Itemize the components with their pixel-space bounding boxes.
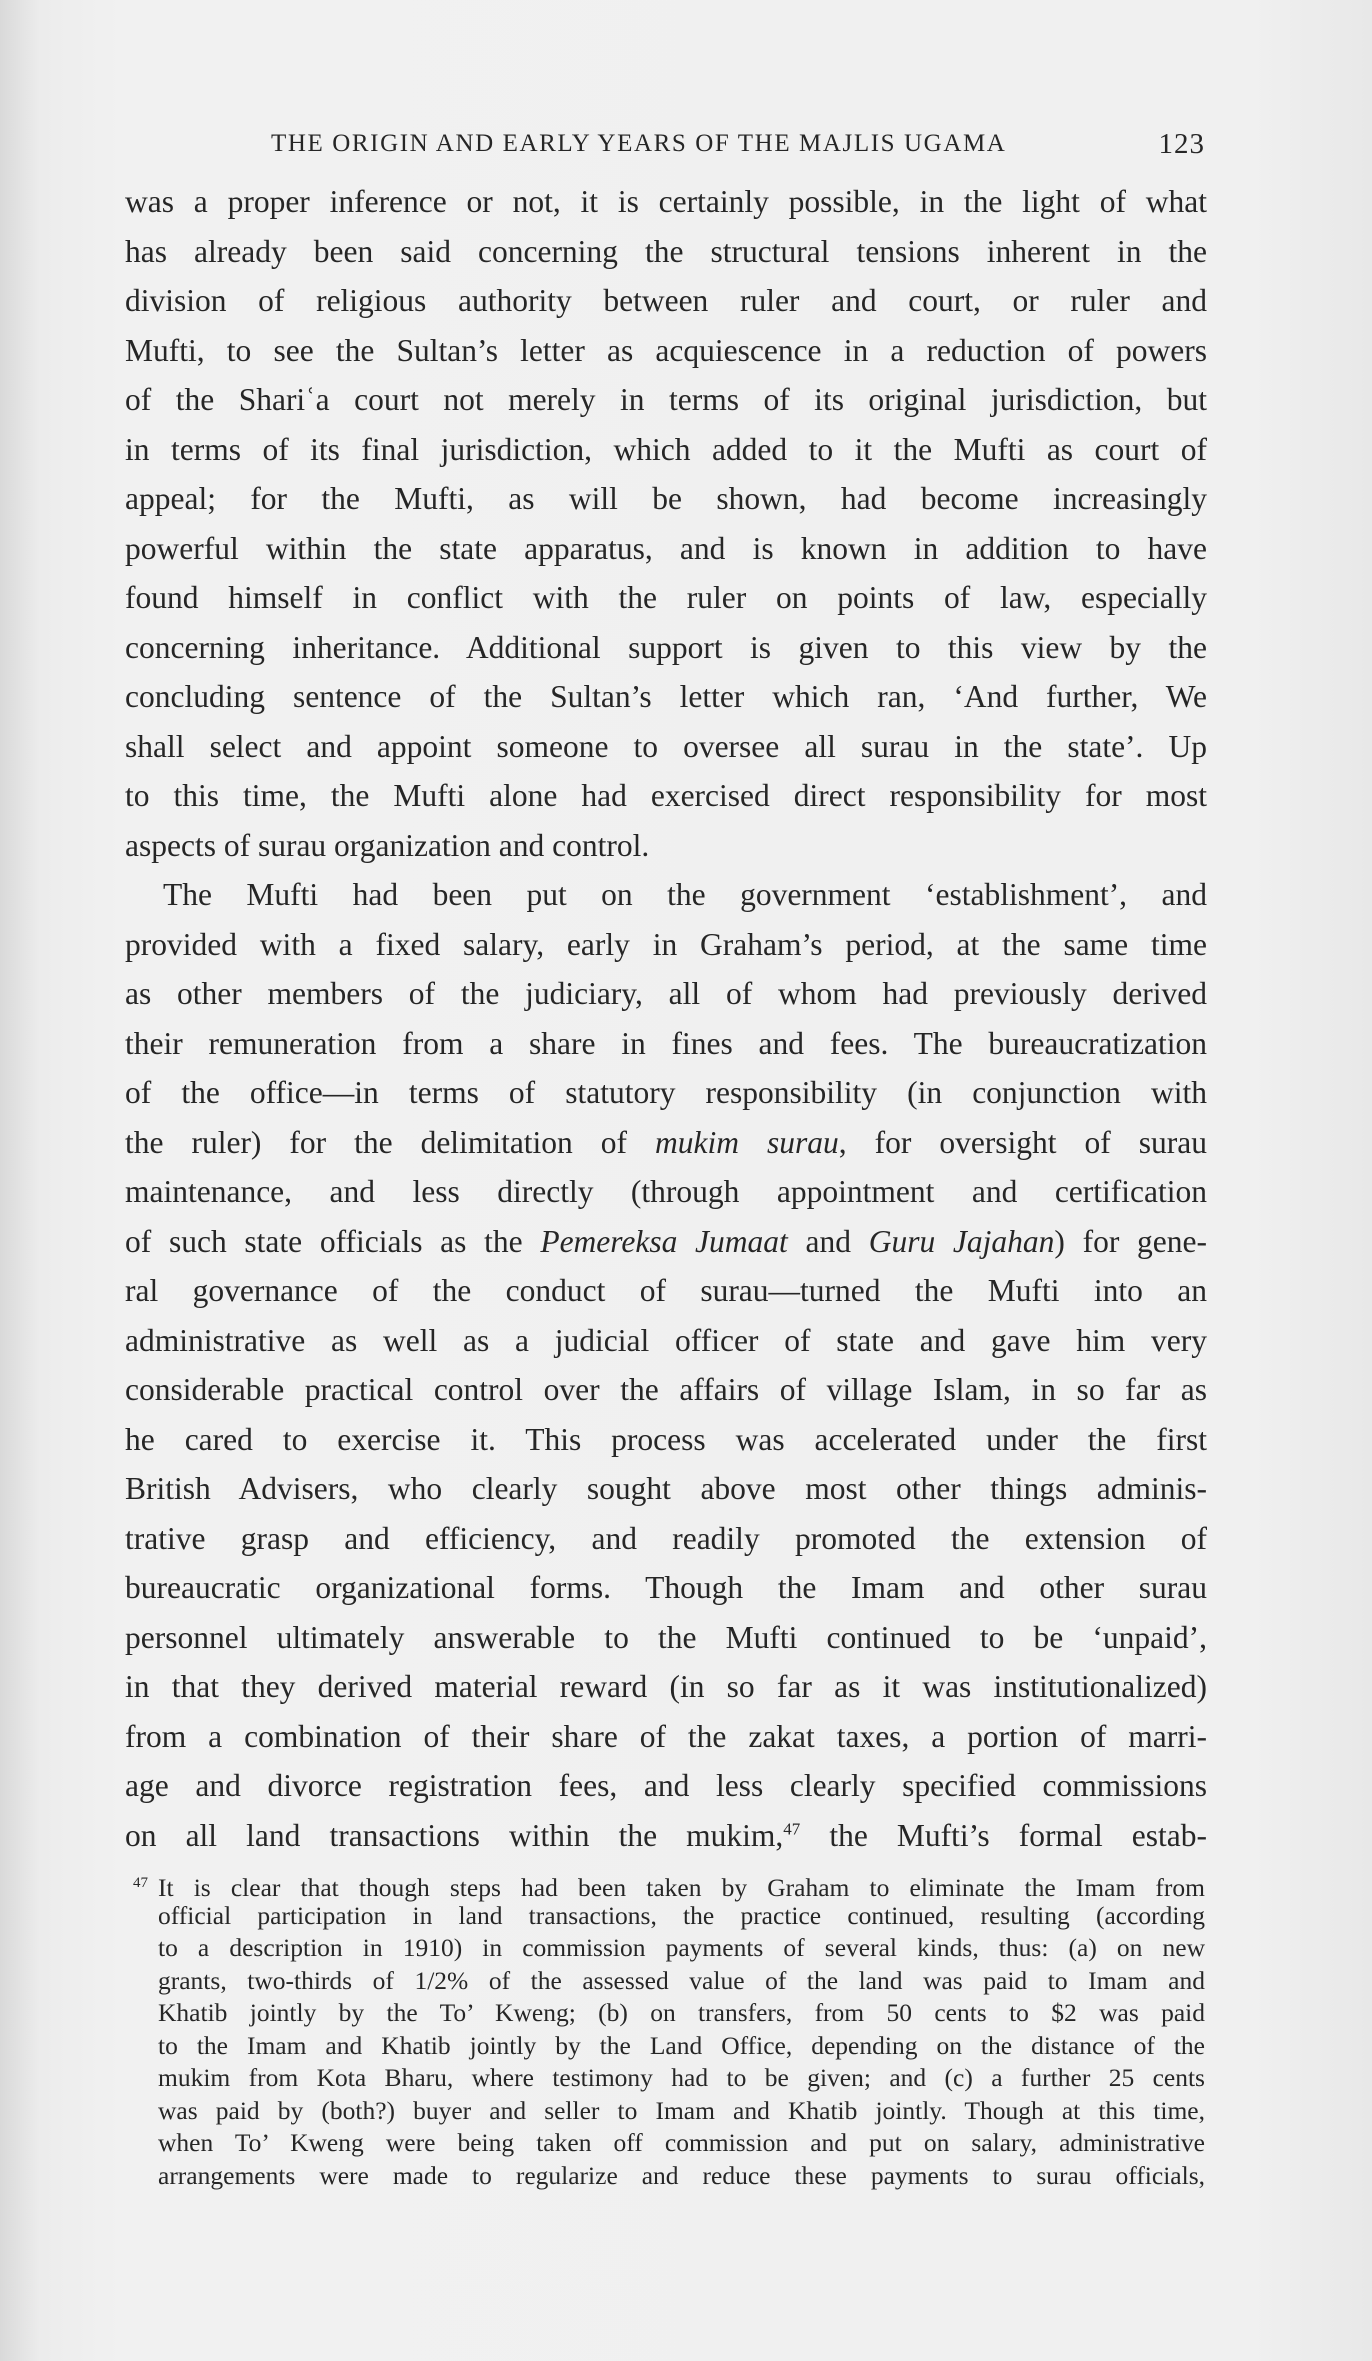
text-segment: concerning inheritance. Additional support is given to this view by the	[125, 629, 1207, 665]
text-segment: in that they derived material reward (in so far as it was institutionalized)	[125, 1669, 1207, 1704]
text-segment: The Mufti had been put on the government ‘establishment’, and	[163, 877, 1207, 912]
text-segment: considerable practical control over the affairs of village Islam, in so far as	[125, 1372, 1207, 1407]
footnote	[133, 1867, 1205, 2192]
footnote-text: was paid by (both?) buyer and seller to Imam and Khatib jointly. Though at this time,	[158, 2095, 1205, 2125]
text-line	[125, 326, 1207, 376]
text-segment: on all land transactions within the mukim,	[125, 1817, 784, 1853]
text-segment: the ruler) for the delimitation of	[125, 1124, 656, 1160]
footnote-line	[133, 2127, 1205, 2160]
text-segment: trative grasp and efficiency, and readily promoted the extension of	[125, 1520, 1207, 1556]
text-line	[125, 1217, 1207, 1267]
text-line	[125, 524, 1207, 574]
text-segment: age and divorce registration fees, and less clearly specified commissions	[125, 1768, 1207, 1803]
footnote-line	[133, 1900, 1205, 1933]
text-segment: shall select and appoint someone to oversee all surau in the state’. Up	[125, 728, 1207, 764]
footnote-number: 47	[133, 1875, 148, 1891]
text-segment: maintenance, and less directly (through appointment and certification	[125, 1174, 1207, 1209]
text-segment: aspects of surau organization and control.	[125, 827, 650, 863]
footnote-line	[133, 1932, 1205, 1965]
footnote-text: Khatib jointly by the To’ Kweng; (b) on transfers, from 50 cents to $2 was paid	[158, 1998, 1205, 2027]
footnote-line	[133, 2062, 1205, 2095]
text-line	[125, 276, 1207, 326]
text-segment: concluding sentence of the Sultan’s letter which ran, ‘And further, We	[125, 679, 1207, 714]
text-segment: powerful within the state apparatus, and is known in addition to have	[125, 530, 1207, 566]
text-line	[125, 623, 1207, 673]
text-segment: in terms of its final jurisdiction, which added to it the Mufti as court of	[125, 431, 1207, 467]
text-line	[125, 375, 1207, 425]
text-segment: appeal; for the Mufti, as will be shown, had become increasingly	[125, 481, 1207, 516]
text-line	[125, 1811, 1207, 1861]
text-segment: division of religious authority between ruler and court, or ruler and	[125, 283, 1207, 318]
text-line	[125, 1613, 1207, 1663]
text-segment: from a combination of their share of the zakat taxes, a portion of marri-	[125, 1718, 1207, 1754]
text-line	[125, 1068, 1207, 1118]
text-segment: as other members of the judiciary, all of whom had previously derived	[125, 976, 1207, 1011]
footnote-text: when To’ Kweng were being taken off commission and put on salary, administrative	[158, 2128, 1205, 2157]
text-line	[125, 920, 1207, 970]
text-line	[125, 969, 1207, 1019]
footnote-line	[133, 1965, 1205, 1998]
text-line	[125, 1514, 1207, 1564]
text-segment: the Mufti’s formal estab-	[800, 1817, 1207, 1853]
text-segment: , for oversight of surau	[838, 1124, 1207, 1160]
footnote-line	[133, 2160, 1205, 2193]
text-line	[125, 1365, 1207, 1415]
text-segment: administrative as well as a judicial officer of state and gave him very	[125, 1322, 1207, 1358]
text-segment: of the Shariʿa court not merely in terms of its original jurisdiction, but	[125, 382, 1207, 417]
text-segment: ral governance of the conduct of surau—turned the Mufti into an	[125, 1273, 1207, 1308]
footnote-line	[133, 1997, 1205, 2030]
page-number: 123	[1158, 128, 1205, 160]
text-segment: he cared to exercise it. This process was accelerated under the first	[125, 1421, 1207, 1457]
text-segment: found himself in conflict with the ruler on points of law, especially	[125, 580, 1207, 615]
text-line	[125, 1167, 1207, 1217]
text-segment: bureaucratic organizational forms. Though the Imam and other surau	[125, 1570, 1207, 1605]
text-line	[125, 771, 1207, 821]
footnote-text: to a description in 1910) in commission payments of several kinds, thus: (a) on new	[158, 1933, 1205, 1962]
text-line	[125, 1761, 1207, 1811]
text-line	[125, 1464, 1207, 1514]
footnote-text: to the Imam and Khatib jointly by the Land Office, depending on the distance of the	[158, 2030, 1205, 2060]
footnote-line	[133, 2095, 1205, 2128]
text-segment: personnel ultimately answerable to the Mufti continued to be ‘unpaid’,	[125, 1619, 1207, 1655]
footnote-text: mukim from Kota Bharu, where testimony had to be given; and (c) a further 25 cents	[158, 2063, 1205, 2092]
text-line	[125, 227, 1207, 277]
text-line	[125, 1662, 1207, 1712]
text-segment: was a proper inference or not, it is certainly possible, in the light of what	[125, 184, 1207, 219]
text-segment: their remuneration from a share in fines and fees. The bureaucratization	[125, 1025, 1207, 1061]
italic-term: Guru Jajahan	[868, 1223, 1055, 1259]
text-line	[125, 1316, 1207, 1366]
text-line	[125, 1266, 1207, 1316]
footnote-reference: 47	[783, 1819, 801, 1838]
text-line	[125, 573, 1207, 623]
text-line	[125, 821, 1207, 871]
text-line	[125, 870, 1207, 920]
footnote-text: grants, two-thirds of 1/2% of the assessed value of the land was paid to Imam and	[158, 1965, 1205, 1995]
footnote-line	[133, 1867, 1205, 1900]
text-segment: of such state officials as the	[125, 1223, 541, 1259]
italic-term: Pemereksa Jumaat	[540, 1223, 788, 1259]
text-line	[125, 1019, 1207, 1069]
text-segment: to this time, the Mufti alone had exercised direct responsibility for most	[125, 778, 1207, 813]
text-line	[125, 1563, 1207, 1613]
text-line	[125, 474, 1207, 524]
running-header	[271, 124, 1205, 164]
text-line	[125, 177, 1207, 227]
text-line	[125, 722, 1207, 772]
text-line	[125, 1712, 1207, 1762]
footnote-line	[133, 2030, 1205, 2063]
text-segment: British Advisers, who clearly sought above most other things adminis-	[125, 1471, 1207, 1506]
text-segment: of the office—in terms of statutory responsibility (in conjunction with	[125, 1075, 1207, 1110]
italic-term: mukim surau	[655, 1124, 839, 1160]
running-title: THE ORIGIN AND EARLY YEARS OF THE MAJLIS UGAMA	[271, 130, 1007, 157]
footnote-text: It is clear that though steps had been taken by Graham to eliminate the Imam from	[158, 1873, 1205, 1902]
text-segment: Mufti, to see the Sultan’s letter as acquiescence in a reduction of powers	[125, 332, 1207, 368]
text-segment: and	[787, 1223, 869, 1259]
text-segment: ) for gene-	[1054, 1223, 1207, 1259]
text-line	[125, 672, 1207, 722]
footnote-text: official participation in land transactions, the practice continued, resulting (according	[158, 1900, 1205, 1930]
footnote-text: arrangements were made to regularize and reduce these payments to surau officials,	[158, 2160, 1205, 2190]
text-line	[125, 1118, 1207, 1168]
text-line	[125, 425, 1207, 475]
body-text	[125, 177, 1207, 1860]
text-segment: provided with a fixed salary, early in Graham’s period, at the same time	[125, 926, 1207, 962]
text-segment: has already been said concerning the structural tensions inherent in the	[125, 233, 1207, 269]
text-line	[125, 1415, 1207, 1465]
